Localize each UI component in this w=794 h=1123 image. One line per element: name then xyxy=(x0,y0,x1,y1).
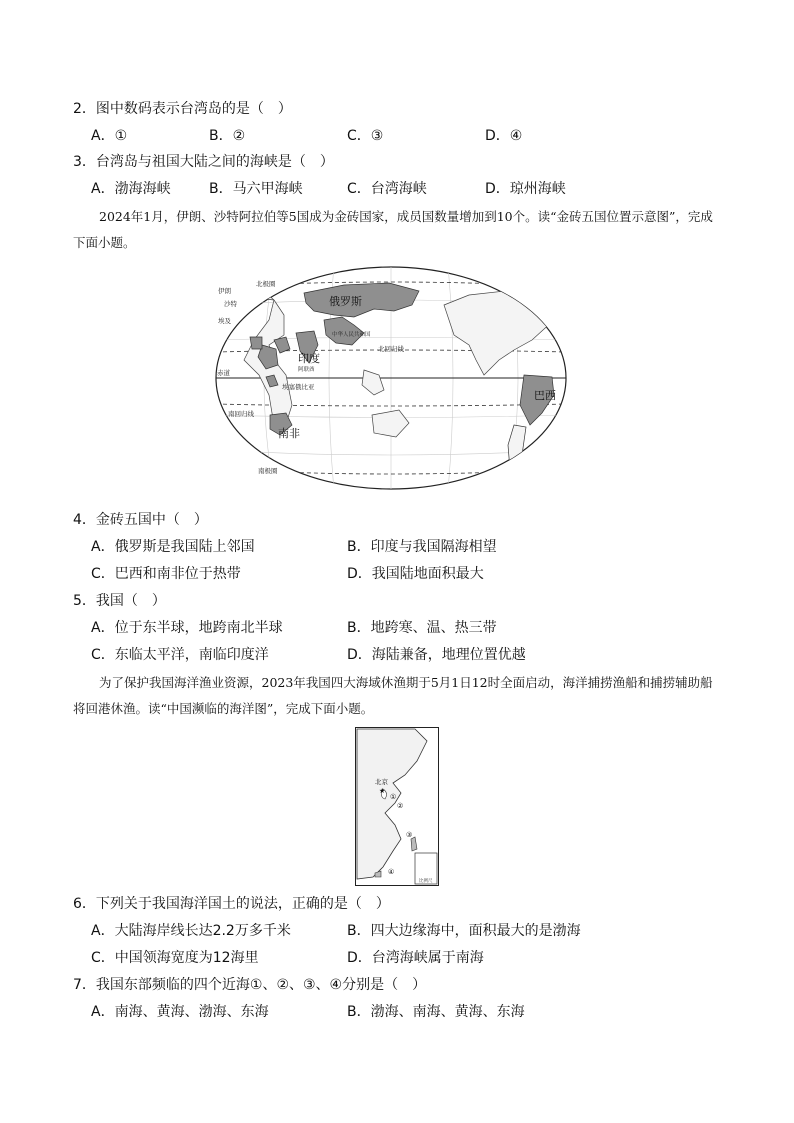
question-3-option-a[interactable]: A．渤海海峡 xyxy=(91,181,171,197)
question-4-option-d[interactable]: D．我国陆地面积最大 xyxy=(347,566,484,582)
label-iran: 伊朗 xyxy=(218,287,231,295)
label-tropic-of-cancer: 北回归线 xyxy=(378,345,404,353)
label-sea-3: ③ xyxy=(406,831,413,839)
question-2-option-a[interactable]: A．① xyxy=(91,128,128,144)
question-3-stem: 3．台湾岛与祖国大陆之间的海峡是（ ） xyxy=(73,154,334,170)
label-sea-1: ① xyxy=(390,793,397,801)
label-scale: 比例尺 xyxy=(419,879,433,884)
question-5-stem: 5．我国（ ） xyxy=(73,593,166,609)
label-south-africa: 南非 xyxy=(278,427,300,440)
question-3-option-b[interactable]: B．马六甲海峡 xyxy=(209,181,303,197)
label-sea-2: ② xyxy=(397,802,404,810)
question-2-stem: 2．图中数码表示台湾岛的是（ ） xyxy=(73,101,292,117)
question-6-stem: 6．下列关于我国海洋国土的说法，正确的是（ ） xyxy=(73,896,390,912)
label-equator: 赤道 xyxy=(217,369,230,377)
question-5-option-b[interactable]: B．地跨寒、温、热三带 xyxy=(347,620,497,636)
question-2-option-c[interactable]: C．③ xyxy=(347,128,384,144)
intro-paragraph-brics: 2024年1月，伊朗、沙特阿拉伯等5国成为金砖国家，成员国数量增加到10个。读“金砖五国位置示意图”，完成下面小题。 xyxy=(73,209,713,250)
label-china: 中华人民共和国 xyxy=(332,332,371,338)
question-2-option-d[interactable]: D．④ xyxy=(485,128,523,144)
beijing-star-icon: ★ xyxy=(379,787,386,795)
question-5-option-a[interactable]: A．位于东半球，地跨南北半球 xyxy=(91,620,283,636)
question-6-option-c[interactable]: C．中国领海宽度为12海里 xyxy=(91,950,259,966)
question-6-option-b[interactable]: B．四大边缘海中，面积最大的是渤海 xyxy=(347,923,581,939)
china-seas-map xyxy=(355,727,439,886)
egypt-shape xyxy=(250,337,262,349)
label-antarctic-circle: 南极圈 xyxy=(258,467,278,475)
label-ethiopia: 埃塞俄比亚 xyxy=(282,383,315,391)
intro-paragraph-fishing-ban: 为了保护我国海洋渔业资源，2023年我国四大海域休渔期于5月1日12时全面启动，海洋捕捞渔船和捕捞辅助船将回港休渔。读“中国濒临的海洋图”，完成下面小题。 xyxy=(73,675,713,716)
question-7-option-a[interactable]: A．南海、黄海、渤海、东海 xyxy=(91,1004,269,1020)
label-saudi: 沙特 xyxy=(224,300,237,308)
question-6-option-a[interactable]: A．大陆海岸线长达2.2万多千米 xyxy=(91,923,291,939)
question-4-option-a[interactable]: A．俄罗斯是我国陆上邻国 xyxy=(91,539,255,555)
label-tropic-of-capricorn: 南回归线 xyxy=(228,410,254,418)
brics-world-map xyxy=(214,265,568,491)
question-4-stem: 4．金砖五国中（ ） xyxy=(73,512,208,528)
question-7-option-b[interactable]: B．渤海、南海、黄海、东海 xyxy=(347,1004,525,1020)
label-arctic-circle: 北极圈 xyxy=(256,280,276,288)
question-6-option-d[interactable]: D．台湾海峡属于南海 xyxy=(347,950,484,966)
label-india: 印度 xyxy=(298,352,320,365)
label-beijing: 北京 xyxy=(375,778,388,786)
question-4-option-b[interactable]: B．印度与我国隔海相望 xyxy=(347,539,497,555)
label-sea-4: ④ xyxy=(388,868,395,876)
question-5-option-d[interactable]: D．海陆兼备，地理位置优越 xyxy=(347,647,526,663)
question-2-option-b[interactable]: B．② xyxy=(209,128,246,144)
label-russia: 俄罗斯 xyxy=(329,295,362,308)
question-5-option-c[interactable]: C．东临太平洋，南临印度洋 xyxy=(91,647,269,663)
label-egypt: 埃及 xyxy=(218,317,231,325)
question-4-option-c[interactable]: C．巴西和南非位于热带 xyxy=(91,566,241,582)
label-brazil: 巴西 xyxy=(534,389,556,402)
question-7-stem: 7．我国东部频临的四个近海①、②、③、④分别是（ ） xyxy=(73,977,427,993)
question-3-option-c[interactable]: C．台湾海峡 xyxy=(347,181,427,197)
label-uae: 阿联酋 xyxy=(298,367,315,373)
question-3-option-d[interactable]: D．琼州海峡 xyxy=(485,181,566,197)
